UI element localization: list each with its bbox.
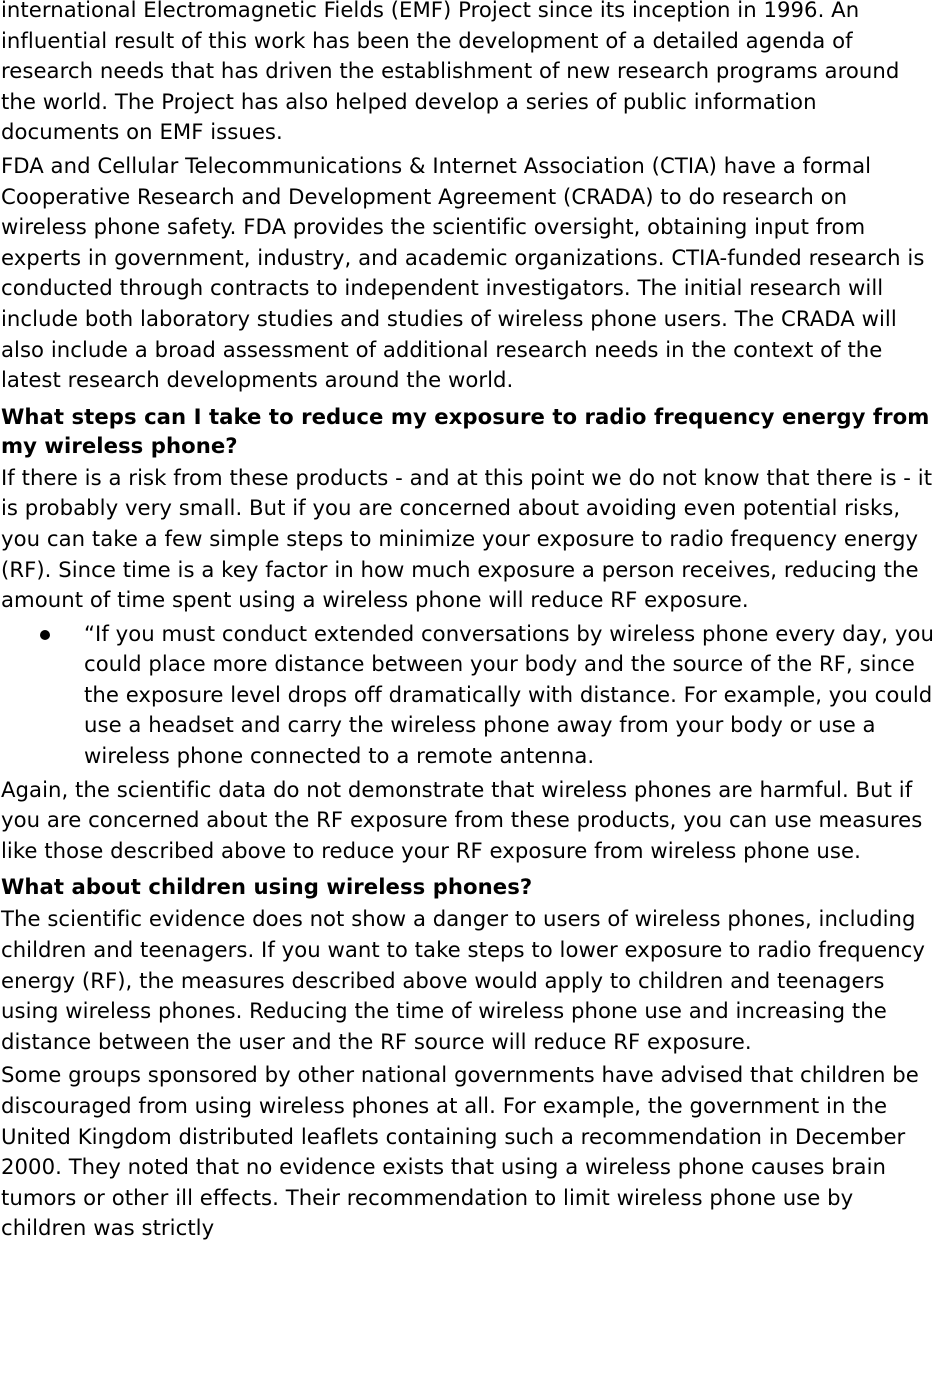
bullet-text: “If you must conduct extended conversations by wireless phone every day, you could place more distance between your body and the source of the RF, since the exposure level drops off dramatically with distance. For example, you could use a headset and carry the wireless phone away from your body or use a wireless phone connected to a remote antenna.	[84, 620, 934, 769]
paragraph-fda-ctia: FDA and Cellular Telecommunications & Internet Association (CTIA) have a formal Cooperative Research and Development Agreement (CRADA) to do research on wireless phone safety. FDA provides the scientific oversight, obtaining input from experts in government, industry, and academic organizations. CTIA-funded research is conducted through contracts to independent investigators. The initial research will include both laboratory studies and studies of wireless phone users. The CRADA will also include a broad assessment of additional research needs in the context of the latest research developments around the world.	[1, 152, 925, 393]
paragraph-scientific-evidence: The scientific evidence does not show a danger to users of wireless phones, including children and teenagers. If you want to take steps to lower exposure to radio frequency energy (RF), the measures described above would apply to children and teenagers using wireless phones. Reducing the time of wireless phone use and increasing the distance between the user and the RF source will reduce RF exposure.	[1, 906, 925, 1054]
paragraph-risk: If there is a risk from these products - and at this point we do not know that there is - it is probably very small. But if you are concerned about avoiding even potential risks, you can take a few simple steps to minimize your exposure to radio frequency energy (RF). Since time is a key factor in how much exposure a person receives, reducing the amount of time spent using a wireless phone will reduce RF exposure.	[1, 464, 933, 613]
paragraph-again: Again, the scientific data do not demonstrate that wireless phones are harmful. But if you are concerned about the RF exposure from these products, you can use measures like those described above to reduce your RF exposure from wireless phone use.	[1, 776, 923, 863]
bullet-list	[1, 619, 938, 772]
bullet-dot-icon	[40, 630, 50, 640]
heading-children: What about children using wireless phones?	[1, 874, 533, 900]
paragraph-emf-project: international Electromagnetic Fields (EMF) Project since its inception in 1996. An influential result of this work has been the development of a detailed agenda of research needs that has driven the establishment of new research programs around the world. The Project has also helped develop a series of public information documents on EMF issues.	[1, 0, 900, 145]
list-item	[1, 619, 938, 772]
heading-reduce-exposure: What steps can I take to reduce my exposure to radio frequency energy from my wireless phone?	[1, 403, 930, 458]
paragraph-national-governments: Some groups sponsored by other national governments have advised that children be discouraged from using wireless phones at all. For example, the government in the United Kingdom distributed leaflets containing such a recommendation in December 2000. They noted that no evidence exists that using a wireless phone causes brain tumors or other ill effects. Their recommendation to limit wireless phone use by children was strictly	[1, 1062, 919, 1241]
